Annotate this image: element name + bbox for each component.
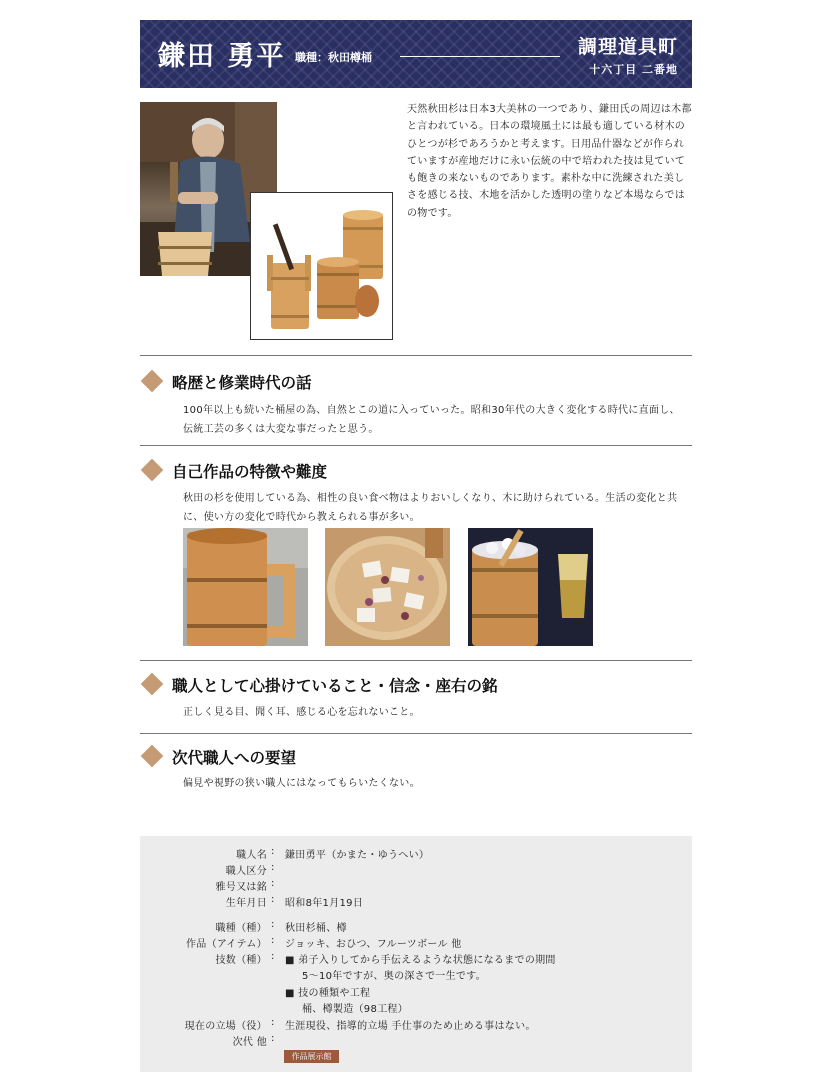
diamond-bullet-icon: [141, 673, 164, 696]
section-heading-features: 自己作品の特徴や難度: [172, 462, 328, 481]
section-divider: [140, 355, 692, 356]
profile-value: ジョッキ、おひつ、フルーツボール 他: [285, 939, 462, 950]
profile-label: 生年月日: [225, 898, 267, 909]
profile-value: 5～10年ですが、奥の深さで一生です。: [302, 971, 486, 982]
profile-label: 作品（アイテム）: [186, 939, 267, 950]
section-heading-next-generation: 次代職人への要望: [172, 748, 297, 767]
profile-value: 昭和8年1月19日: [285, 898, 364, 909]
town-name: 調理道具町: [577, 36, 678, 58]
section-text-beliefs: 正しく見る目、聞く耳、感じる心を忘れないこと。: [183, 707, 420, 718]
section-text-features: 秋田の杉を使用している為、相性の良い食べ物はよりおいしくなり、木に助けられている。生活の変化と共に、使い方の変化で時代から教えられる事が多い。: [183, 493, 678, 523]
profile-label: 技数（種）: [215, 955, 267, 966]
section-heading-history: 略歴と修業時代の話: [172, 373, 312, 392]
product-photo-fruit-bowl: [325, 528, 450, 646]
section-text-history: 100年以上も続いた桶屋の為、自然とこの道に入っていった。昭和30年代の大きく変化する時代に直面し、伝統工芸の多くは大変な事だったと思う。: [183, 405, 680, 435]
diamond-bullet-icon: [141, 745, 164, 768]
intro-paragraph: 天然秋田杉は日本3大美林の一つであり、鎌田氏の周辺は木都と言われている。日本の環境風土には最も適している材木のひとつが杉であろうかと考えます。日用品什器などが作られていますが産地だけに永い伝統の中で培われた技は見ていても飽きの来ないものであります。素朴な中に洗練された美しさを感じる技、木地を活かした透明の塗りなど本場ならではの物です。: [407, 104, 692, 219]
header-banner: [140, 20, 692, 88]
product-photo-mug: [183, 528, 308, 646]
products-photo: [250, 192, 393, 340]
profile-value: 桶、樽製造（98工程）: [302, 1004, 409, 1015]
craft-type: 職種：秋田樽桶: [295, 51, 372, 64]
profile-value: 秋田杉桶、樽: [285, 923, 347, 934]
town-address: 十六丁目 二番地: [589, 63, 678, 76]
section-text-next-generation: 偏見や視野の狭い職人にはなってもらいたくない。: [183, 778, 420, 789]
profile-value: ■ 技の種類や工程: [285, 988, 371, 999]
section-divider: [140, 660, 692, 661]
section-divider: [140, 733, 692, 734]
diamond-bullet-icon: [141, 370, 164, 393]
profile-label: 職人名: [236, 850, 267, 861]
gallery-button[interactable]: 作品展示館: [284, 1050, 339, 1063]
profile-box: 職人名 : 鎌田勇平（かまた・ゆうへい） 職人区分 : 雅号又は銘 : 生年月日 : 昭和8年1月19日 職種（種） : 秋田杉桶、樽 作品（アイテム） : ジョッキ、おひつ、フルーツボール 他 技数（種） : ■ 弟子入りしてから手伝えるような状態になるまでの期間 5～10年ですが、奥の深さで一生です。 ■ 技の種類や工程 桶、樽製造（98工程） 現在の立場（役） : 生涯現役、指導的立場 手仕事のため止める事はない。 次代 他 : 作品展示館: [140, 836, 692, 1072]
section-divider: [140, 445, 692, 446]
diamond-bullet-icon: [141, 459, 164, 482]
profile-label: 職種（種）: [215, 923, 267, 934]
profile-value: ■ 弟子入りしてから手伝えるような状態になるまでの期間: [285, 955, 556, 966]
profile-label: 雅号又は銘: [215, 882, 267, 893]
profile-label: 現在の立場（役）: [184, 1021, 267, 1032]
profile-label: 職人区分: [225, 866, 267, 877]
craftsman-name: 鎌田 勇平: [158, 41, 286, 72]
profile-value: 生涯現役、指導的立場 手仕事のため止める事はない。: [285, 1021, 536, 1032]
product-photo-ice-bucket: [468, 528, 593, 646]
profile-value: 鎌田勇平（かまた・ゆうへい）: [285, 850, 430, 861]
section-heading-beliefs: 職人として心掛けていること・信念・座右の銘: [172, 676, 498, 695]
profile-label: 次代 他: [232, 1037, 267, 1048]
header-divider: [400, 56, 560, 57]
